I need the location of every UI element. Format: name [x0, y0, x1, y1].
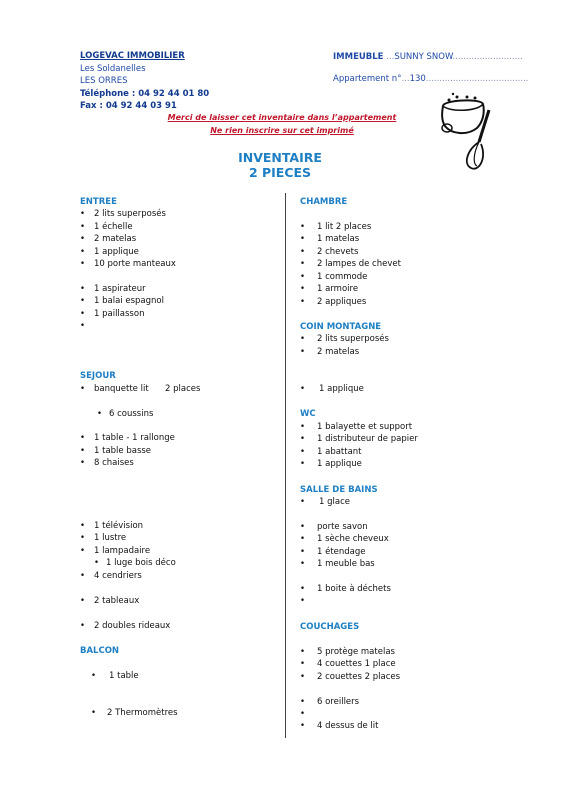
- list-item: • 1 boite à déchets: [300, 584, 391, 594]
- list-item: • 1 distributeur de papier: [300, 434, 418, 444]
- list-item: • 2 matelas: [80, 234, 137, 244]
- building-label: IMMEUBLE: [333, 52, 384, 62]
- list-item: • 1 abattant: [300, 447, 362, 457]
- list-item: • 10 porte manteaux: [80, 259, 176, 269]
- notice-line-1: Merci de laisser cet inventaire dans l’appartement: [167, 113, 397, 122]
- section-balcon: BALCON: [80, 646, 120, 656]
- list-item: • 1 échelle: [80, 222, 133, 232]
- list-item: • 1 luge bois déco: [94, 558, 176, 568]
- list-item: • 2 appliques: [300, 297, 367, 307]
- section-salle-de-bains: SALLE DE BAINS: [300, 485, 378, 495]
- list-item: • 1 meuble bas: [300, 559, 375, 569]
- list-item-detail: 2 places: [165, 384, 201, 394]
- list-item: • 6 oreillers: [300, 697, 360, 707]
- list-item: • 1 étendage: [300, 547, 366, 557]
- list-item: • 2 matelas: [300, 347, 360, 357]
- list-item: • 5 protège matelas: [300, 647, 395, 657]
- section-chambre: CHAMBRE: [300, 197, 348, 207]
- list-item: • 1 paillasson: [80, 309, 145, 319]
- list-item: • 1 aspirateur: [80, 284, 146, 294]
- list-item: • 1 applique: [80, 247, 139, 257]
- agency-name: LOGEVAC IMMOBILIER: [80, 51, 185, 61]
- section-couchages: COUCHAGES: [300, 622, 360, 632]
- building-ref: IMMEUBLE ...SUNNY SNOW..........................: [333, 52, 523, 62]
- notice: [152, 112, 412, 137]
- list-item-empty: •: [300, 596, 306, 606]
- list-item-empty: •: [300, 709, 306, 719]
- agency-address-1: Les Soldanelles: [80, 63, 146, 74]
- list-item: • 2 lampes de chevet: [300, 259, 401, 269]
- agency-phone: Téléphone : 04 92 44 01 80: [80, 88, 210, 99]
- list-item: • 1 glace: [300, 497, 350, 507]
- section-sejour: SEJOUR: [80, 371, 116, 381]
- column-divider: [285, 193, 286, 738]
- list-item: • 1 table: [91, 671, 139, 681]
- list-item: • 4 dessus de lit: [300, 721, 379, 731]
- list-item: • 6 coussins: [97, 409, 154, 419]
- list-item: • 1 commode: [300, 272, 368, 282]
- list-item: • 1 balai espagnol: [80, 296, 164, 306]
- apartment-label: Appartement n°: [333, 74, 402, 84]
- section-entree: ENTREE: [80, 197, 117, 207]
- apartment-value: 130: [409, 74, 426, 84]
- bowl-whisk-icon: [437, 92, 503, 172]
- list-item: • 1 balayette et support: [300, 422, 413, 432]
- list-item: • banquette lit: [80, 384, 149, 394]
- list-item: • 1 armoire: [300, 284, 359, 294]
- list-item: • 2 lits superposés: [300, 334, 389, 344]
- agency-fax: Fax : 04 92 44 03 91: [80, 101, 177, 111]
- list-item: • 2 lits superposés: [80, 209, 166, 219]
- list-item: • 1 table basse: [80, 446, 152, 456]
- list-item: • 1 lit 2 places: [300, 222, 372, 232]
- agency-address-2: LES ORRES: [80, 76, 128, 86]
- list-item: • 8 chaises: [80, 458, 134, 468]
- list-item: • 1 sèche cheveux: [300, 534, 389, 544]
- list-item: • 1 applique: [300, 459, 362, 469]
- list-item: • 1 applique: [300, 384, 364, 394]
- list-item: • 1 lampadaire: [80, 546, 151, 556]
- list-item: • 2 couettes 2 places: [300, 672, 401, 682]
- list-item-empty: •: [80, 321, 86, 331]
- apartment-ref: Appartement n°...130......................................: [333, 74, 529, 84]
- document-title: [180, 150, 380, 180]
- list-item: • 1 table - 1 rallonge: [80, 433, 175, 443]
- section-coin-montagne: COIN MONTAGNE: [300, 322, 382, 332]
- list-item: • 1 lustre: [80, 533, 127, 543]
- agency-block: [80, 50, 209, 113]
- list-item: • 2 doubles rideaux: [80, 621, 171, 631]
- list-item: • porte savon: [300, 522, 368, 532]
- list-item: • 2 chevets: [300, 247, 359, 257]
- title-line-1: INVENTAIRE: [238, 150, 322, 165]
- list-item: • 1 télévision: [80, 521, 144, 531]
- list-item: • 2 tableaux: [80, 596, 140, 606]
- building-value: SUNNY SNOW: [394, 52, 453, 62]
- title-line-2: 2 PIECES: [248, 165, 312, 180]
- list-item: • 2 Thermomètres: [91, 708, 178, 718]
- list-item: • 1 matelas: [300, 234, 360, 244]
- section-wc: WC: [300, 409, 316, 419]
- notice-line-2: Ne rien inscrire sur cet imprimé: [210, 125, 354, 135]
- list-item: • 4 cendriers: [80, 571, 142, 581]
- list-item: • 4 couettes 1 place: [300, 659, 396, 669]
